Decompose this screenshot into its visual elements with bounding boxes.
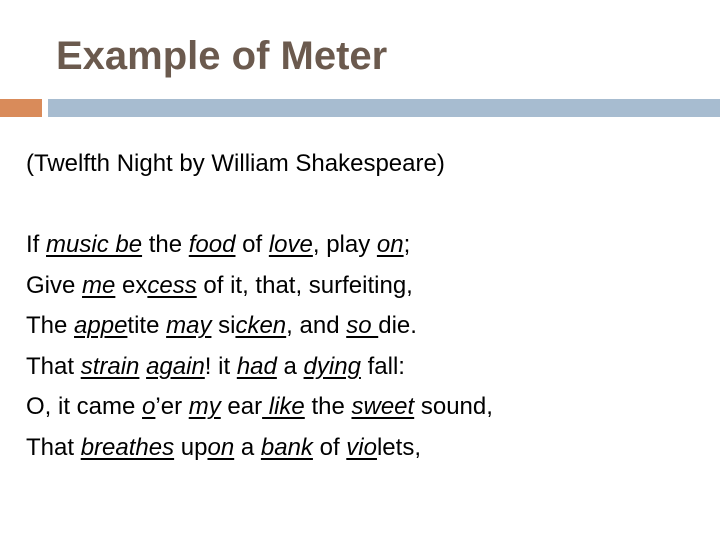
stressed-syllable: my — [188, 393, 221, 420]
unstressed-text: sound, — [414, 393, 493, 420]
unstressed-text: That — [26, 352, 81, 380]
slide-subtitle: (Twelfth Night by William Shakespeare) — [26, 150, 445, 177]
unstressed-text: Give — [26, 271, 83, 299]
unstressed-text: The — [26, 312, 75, 339]
unstressed-text: lets, — [376, 433, 421, 461]
stressed-syllable: so — [346, 312, 379, 339]
unstressed-text: ’er — [155, 393, 189, 420]
stressed-syllable: vio — [346, 433, 377, 461]
stressed-syllable: sweet — [351, 393, 415, 420]
unstressed-text: a — [276, 352, 304, 380]
poem-line — [26, 306, 493, 347]
poem-line — [26, 428, 493, 469]
stressed-syllable: like — [262, 393, 305, 420]
unstressed-text: die. — [378, 312, 417, 339]
stressed-syllable: on — [207, 433, 235, 461]
stressed-syllable: breathes — [80, 433, 175, 461]
unstressed-text: ex — [115, 271, 148, 299]
unstressed-text: fall: — [360, 352, 405, 380]
poem-line — [26, 387, 493, 428]
unstressed-text: ! it — [204, 352, 237, 380]
stressed-syllable: cess — [147, 271, 197, 299]
unstressed-text: , and — [286, 312, 347, 339]
unstressed-text: of — [312, 433, 347, 461]
unstressed-text: the — [142, 231, 189, 258]
poem-text — [26, 225, 493, 468]
unstressed-text: a — [234, 433, 261, 461]
stressed-syllable: love — [268, 231, 313, 258]
unstressed-text: of it, that, surfeiting, — [196, 271, 413, 299]
poem-line — [26, 225, 493, 266]
unstressed-text: That — [26, 433, 81, 461]
stressed-syllable: again — [146, 352, 205, 380]
accent-bar-orange — [0, 99, 42, 117]
slide-title: Example of Meter — [56, 34, 388, 78]
stressed-syllable: had — [236, 352, 277, 380]
stressed-syllable: music be — [46, 231, 143, 258]
unstressed-text: ; — [403, 231, 411, 258]
unstressed-text: up — [174, 433, 208, 461]
stressed-syllable: appe — [74, 312, 128, 339]
unstressed-text: the — [304, 393, 352, 420]
stressed-syllable: me — [82, 271, 116, 299]
unstressed-text: ear — [220, 393, 263, 420]
unstressed-text: tite — [127, 312, 167, 339]
stressed-syllable: bank — [260, 433, 313, 461]
stressed-syllable: cken — [235, 312, 287, 339]
stressed-syllable: o — [142, 393, 156, 420]
poem-line — [26, 266, 493, 307]
poem-line — [26, 347, 493, 388]
stressed-syllable: dying — [303, 352, 361, 380]
stressed-syllable: on — [376, 231, 404, 258]
unstressed-text: , play — [312, 231, 377, 258]
stressed-syllable: strain — [80, 352, 140, 380]
stressed-syllable: may — [166, 312, 212, 339]
unstressed-text: of — [235, 231, 269, 258]
stressed-syllable: food — [188, 231, 236, 258]
unstressed-text: If — [26, 231, 47, 258]
accent-bar-blue — [48, 99, 720, 117]
unstressed-text: O, it came — [26, 393, 143, 420]
unstressed-text: si — [211, 312, 236, 339]
